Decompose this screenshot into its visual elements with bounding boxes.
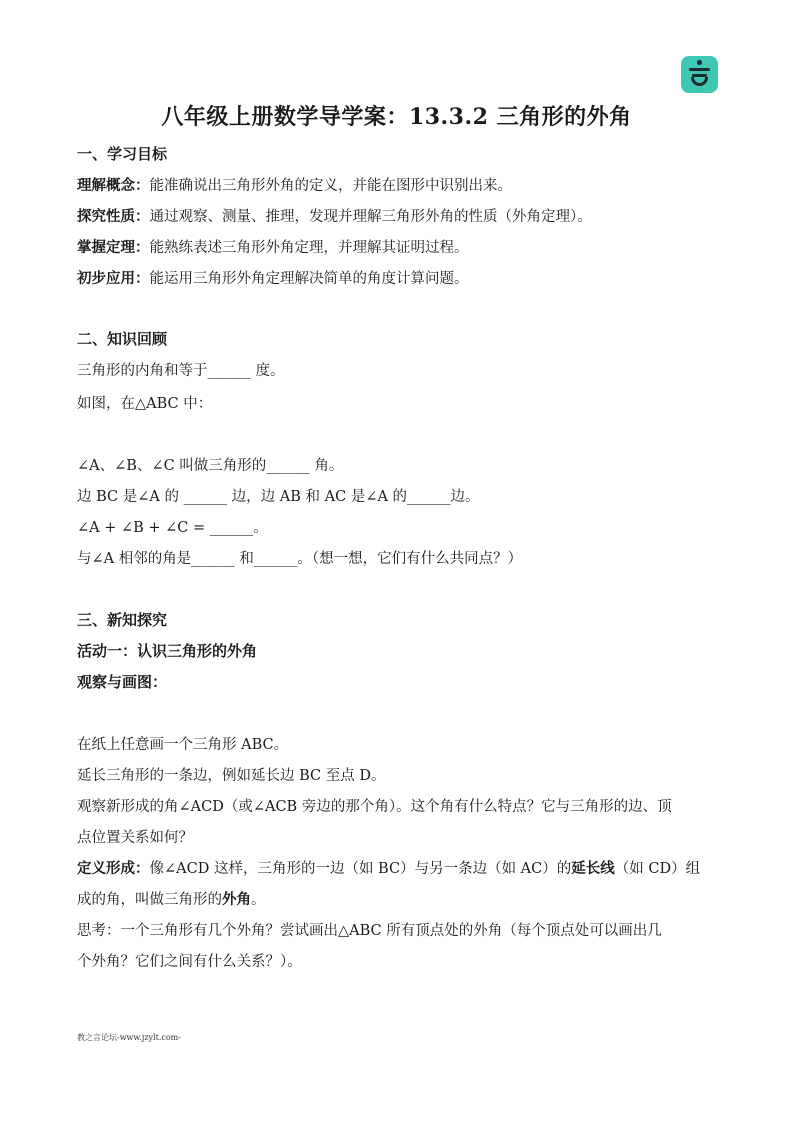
definition-line: 成的角，叫做三角形的外角。 [77,891,266,908]
activity-title: 活动一：认识三角形的外角 [77,642,258,660]
section-heading-review: 二、知识回顾 [77,330,168,348]
review-line: ∠A + ∠B + ∠C = ______。 [77,520,268,536]
definition-line: 定义形成：像∠ACD 这样，三角形的一边（如 BC）与另一条边（如 AC）的延长线（如 CD）组 [77,860,701,877]
explore-line: 延长三角形的一条边，例如延长边 BC 至点 D。 [77,768,386,784]
review-line: 三角形的内角和等于______ 度。 [77,363,285,379]
explore-line: 点位置关系如何？ [77,830,193,846]
review-line: ∠A、∠B、∠C 叫做三角形的______ 角。 [77,458,344,474]
goal-item: 探究性质：通过观察、测量、推理，发现并理解三角形外角的性质（外角定理）。 [77,208,592,225]
brand-logo [681,56,718,93]
goal-item: 初步应用：能运用三角形外角定理解决简单的角度计算问题。 [77,270,469,287]
goal-item: 理解概念：能准确说出三角形外角的定义，并能在图形中识别出来。 [77,177,512,194]
review-line: 与∠A 相邻的角是______ 和______。（想一想，它们有什么共同点？） [77,551,523,567]
section-heading-explore: 三、新知探究 [77,611,168,629]
page-title: 八年级上册数学导学案：13.3.2 三角形的外角 [161,104,632,130]
review-line: 如图，在△ABC 中： [77,396,213,412]
explore-line: 观察新形成的角∠ACD（或∠ACB 旁边的那个角）。这个角有什么特点？它与三角形的边、顶 [77,799,672,815]
observe-label: 观察与画图： [77,673,168,691]
section-heading-goals: 一、学习目标 [77,145,168,163]
think-line: 思考：一个三角形有几个外角？尝试画出△ABC 所有顶点处的外角（每个顶点处可以画出几 [77,923,662,939]
footer-source: 教之言论坛-www.jzylt.com- [77,1033,181,1042]
goal-item: 掌握定理：能熟练表述三角形外角定理，并理解其证明过程。 [77,239,469,256]
explore-line: 在纸上任意画一个三角形 ABC。 [77,737,289,753]
review-line: 边 BC 是∠A 的 ______ 边，边 AB 和 AC 是∠A 的______边。 [77,489,480,505]
think-line: 个外角？它们之间有什么关系？）。 [77,954,302,970]
